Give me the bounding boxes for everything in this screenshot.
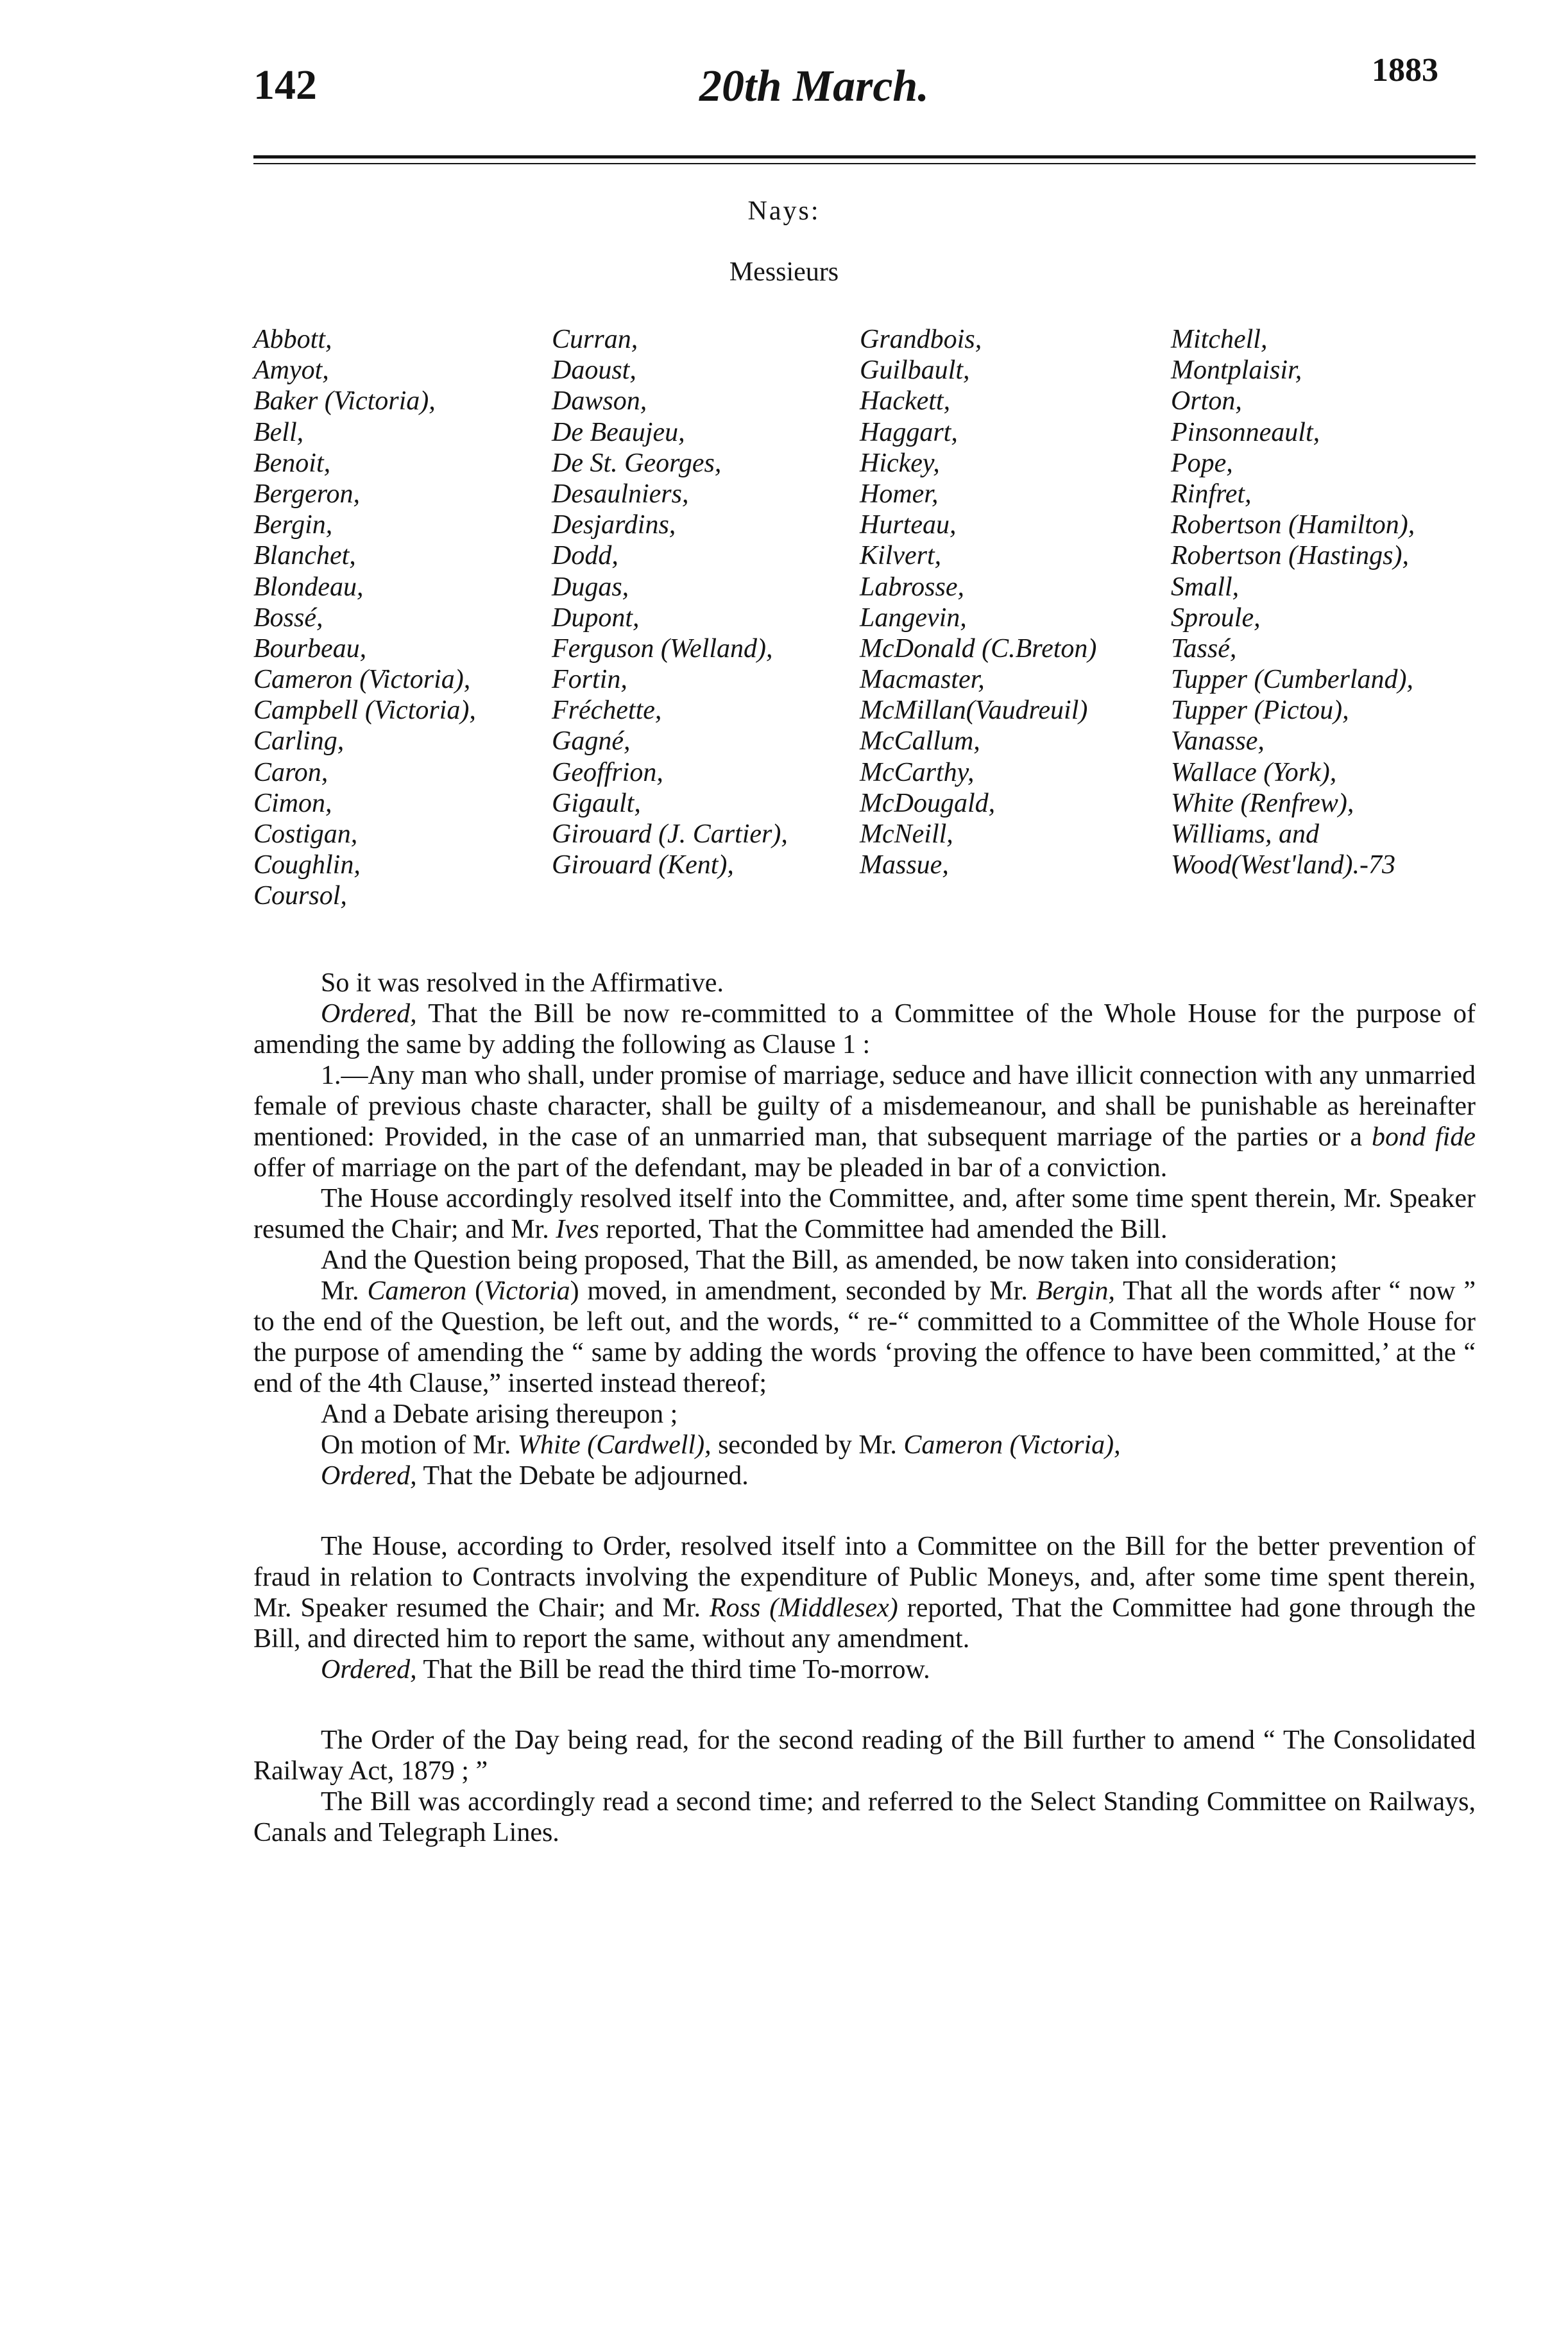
member-name: Dugas,: [552, 572, 629, 602]
member-name: Hackett,: [860, 386, 951, 416]
member-name: Grandbois,: [860, 325, 982, 354]
member-name: Bourbeau,: [253, 633, 367, 663]
member-name: Costigan,: [253, 819, 358, 849]
member-name: Macmaster,: [860, 665, 985, 695]
member-name: Bergin,: [253, 510, 333, 540]
member-name: Cameron (Victoria),: [253, 665, 471, 695]
names-column-3: [860, 324, 1096, 880]
member-name: De St. Georges,: [552, 448, 722, 478]
names-column-4: [1171, 324, 1415, 880]
proceedings-text: [253, 968, 1476, 1848]
member-name: Robertson (Hastings),: [1171, 541, 1409, 571]
member-name: Wood(West'land).-73: [1171, 850, 1396, 880]
member-name: Desaulniers,: [552, 479, 689, 509]
member-name: Kilvert,: [860, 541, 942, 571]
member-name: Tassé,: [1171, 633, 1237, 663]
member-name: Daoust,: [552, 355, 636, 386]
member-name: Mitchell,: [1171, 325, 1268, 354]
nays-heading: Nays:: [747, 196, 821, 226]
member-name: Hickey,: [860, 448, 940, 478]
member-name: Vanasse,: [1171, 726, 1265, 757]
member-name: McNeill,: [860, 819, 953, 849]
names-column-1: [253, 324, 476, 912]
member-name: Bergeron,: [253, 479, 361, 509]
member-name: Orton,: [1171, 386, 1242, 416]
member-name: Gagné,: [552, 726, 631, 757]
member-name: Blanchet,: [253, 541, 356, 571]
member-name: Ferguson (Welland),: [552, 633, 773, 663]
paragraph-resolved: So it was resolved in the Affirmative.: [321, 968, 724, 998]
paragraph-ordered-third-reading: Ordered, That the Bill be read the third time To-morrow.: [321, 1655, 930, 1684]
member-name: Small,: [1171, 572, 1240, 602]
paragraph-ordered-adjourned: Ordered, That the Debate be adjourned.: [321, 1461, 749, 1491]
member-name: Amyot,: [253, 355, 329, 386]
paragraph-ordered-recommit: Ordered, That the Bill be now re-committed to a Committee of the Whole House for the purpose of amending the same by adding the following as Clause 1 :: [253, 999, 1476, 1059]
member-name: Fréchette,: [552, 696, 662, 726]
member-name: Pinsonneault,: [1171, 417, 1320, 447]
member-name: Benoit,: [253, 448, 331, 478]
section-gap: [253, 1685, 1476, 1725]
paragraph-committee-report: The House accordingly resolved itself into the Committee, and, after some time spent therein, Mr. Speaker resumed the Chair; and Mr. Ives reported, That the Committee had amended the Bill.: [253, 1184, 1476, 1244]
member-name: Guilbault,: [860, 355, 970, 386]
member-name: Wallace (York),: [1171, 757, 1337, 787]
header-rule-thin: [253, 163, 1476, 164]
paragraph-debate: And a Debate arising thereupon ;: [321, 1400, 678, 1429]
member-name: Williams, and: [1171, 819, 1320, 849]
member-name: Bell,: [253, 417, 304, 447]
member-name: Curran,: [552, 325, 638, 354]
page-date: 20th March.: [699, 62, 929, 111]
member-name: Massue,: [860, 850, 949, 880]
messieurs-label: Messieurs: [729, 257, 839, 287]
member-name: De Beaujeu,: [552, 417, 685, 447]
paragraph-order-of-day: The Order of the Day being read, for the second reading of the Bill further to amend “ The Consolidated Railway Act, 1879 ; ”: [253, 1725, 1476, 1786]
member-name: Coursol,: [253, 881, 347, 911]
member-name: Gigault,: [552, 788, 641, 818]
member-name: Blondeau,: [253, 572, 364, 602]
member-name: Tupper (Cumberland),: [1171, 665, 1413, 695]
member-name: McDonald (C.Breton): [860, 633, 1097, 663]
names-column-2: [552, 324, 788, 880]
member-name: McCarthy,: [860, 757, 975, 787]
member-name: Montplaisir,: [1171, 355, 1302, 386]
member-name: Hurteau,: [860, 510, 957, 540]
page-number: 142: [253, 62, 317, 108]
paragraph-clause-1: 1.—Any man who shall, under promise of marriage, seduce and have illicit connection with any unmarried female of previous chaste character, shall be guilty of a misdemeanour, and shall be punishable as hereinafter mentioned: Provided, in the case of an unmarried man, that subsequent marriage of the parties or a bond fide offer of marriage on the part of the defendant, may be pleaded in bar of a conviction.: [253, 1061, 1476, 1183]
member-name: Coughlin,: [253, 850, 361, 880]
member-name: McMillan(Vaudreuil): [860, 696, 1088, 726]
paragraph-referred: The Bill was accordingly read a second time; and referred to the Select Standing Committee on Railways, Canals and Telegraph Lines.: [253, 1787, 1476, 1847]
member-name: Abbott,: [253, 325, 332, 354]
member-name: Homer,: [860, 479, 939, 509]
member-name: Dawson,: [552, 386, 647, 416]
page-year: 1883: [1372, 52, 1438, 89]
member-name: Dodd,: [552, 541, 618, 571]
member-name: Pope,: [1171, 448, 1233, 478]
member-name: Labrosse,: [860, 572, 964, 602]
member-name: Girouard (J. Cartier),: [552, 819, 788, 849]
member-name: Rinfret,: [1171, 479, 1252, 509]
member-name: Geoffrion,: [552, 757, 663, 787]
member-name: Baker (Victoria),: [253, 386, 436, 416]
member-name: Caron,: [253, 757, 328, 787]
member-name: McDougald,: [860, 788, 996, 818]
paragraph-amendment: Mr. Cameron (Victoria) moved, in amendment, seconded by Mr. Bergin, That all the words after “ now ” to the end of the Question, be left out, and the words, “ re-“ committed to a Committee of the Whole House for the purpose of amending the “ same by adding the words ‘proving the offence to have been committed,’ at the “ end of the 4th Clause,” inserted instead thereof;: [253, 1276, 1476, 1398]
member-name: Sproule,: [1171, 603, 1261, 633]
member-name: Dupont,: [552, 603, 640, 633]
member-name: Campbell (Victoria),: [253, 696, 476, 726]
member-name: White (Renfrew),: [1171, 788, 1354, 818]
section-gap: [253, 1491, 1476, 1531]
paragraph-fraud-bill: The House, according to Order, resolved itself into a Committee on the Bill for the better prevention of fraud in relation to Contracts involving the expenditure of Public Moneys, and, after some time spent therein, Mr. Speaker resumed the Chair; and Mr. Ross (Middlesex) reported, That the Committee had gone through the Bill, and directed him to report the same, without any amendment.: [253, 1532, 1476, 1654]
member-name: Fortin,: [552, 665, 627, 695]
member-name: Langevin,: [860, 603, 967, 633]
member-name: Cimon,: [253, 788, 332, 818]
member-name: Robertson (Hamilton),: [1171, 510, 1415, 540]
header-rule-thick: [253, 155, 1476, 158]
paragraph-question-proposed: And the Question being proposed, That the Bill, as amended, be now taken into consideration;: [321, 1246, 1338, 1275]
member-name: Carling,: [253, 726, 345, 757]
member-name: McCallum,: [860, 726, 980, 757]
member-name: Girouard (Kent),: [552, 850, 734, 880]
paragraph-motion: On motion of Mr. White (Cardwell), seconded by Mr. Cameron (Victoria),: [321, 1430, 1121, 1460]
member-name: Bossé,: [253, 603, 323, 633]
member-name: Tupper (Pictou),: [1171, 696, 1349, 726]
member-name: Desjardins,: [552, 510, 676, 540]
member-name: Haggart,: [860, 417, 958, 447]
